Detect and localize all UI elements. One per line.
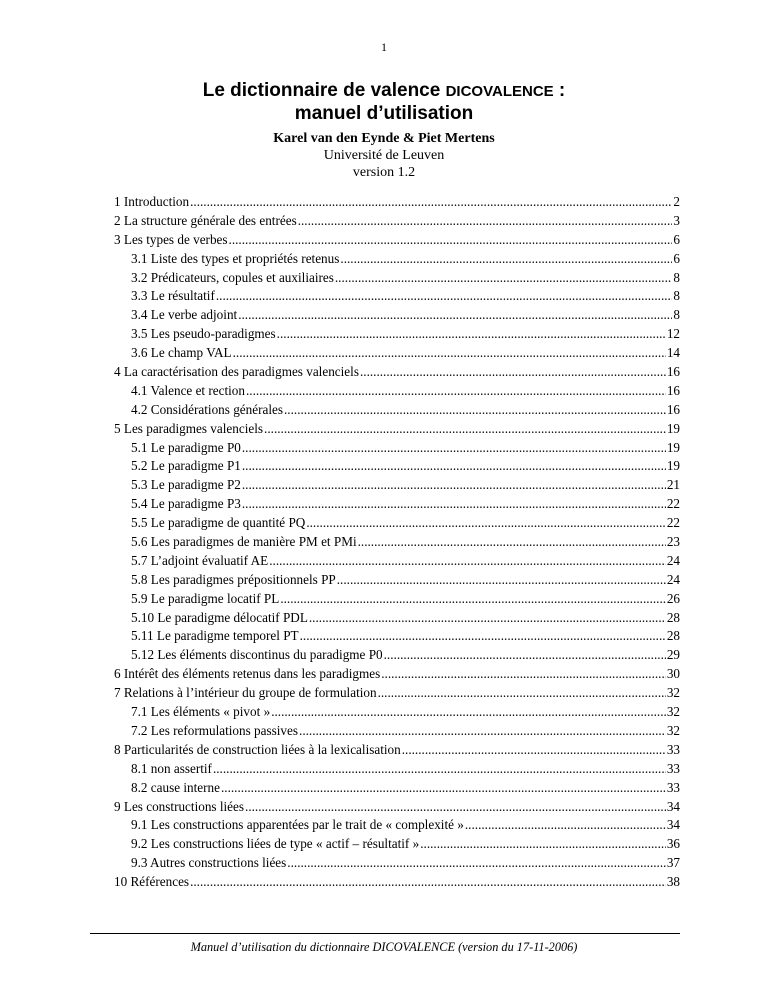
toc-entry[interactable] bbox=[114, 798, 680, 817]
toc-entry[interactable] bbox=[114, 627, 680, 646]
toc-entry-label: 5 Les paradigmes valenciels bbox=[114, 420, 264, 436]
document-subtitle: manuel d’utilisation bbox=[294, 103, 474, 124]
toc-entry-label: 3.6 Le champ VAL bbox=[131, 345, 232, 361]
footer-divider bbox=[90, 933, 680, 934]
toc-entry-label: 5.3 Le paradigme P2 bbox=[131, 477, 241, 493]
authors: Karel van den Eynde & Piet Mertens bbox=[273, 131, 495, 146]
toc-entry[interactable] bbox=[114, 306, 680, 325]
toc-entry-label: 5.2 Le paradigme P1 bbox=[131, 458, 241, 474]
page-number: 1 bbox=[381, 40, 387, 54]
table-of-contents bbox=[114, 193, 680, 892]
affiliation: Université de Leuven bbox=[323, 148, 445, 163]
toc-entry-label: 7.1 Les éléments « pivot » bbox=[131, 704, 271, 720]
toc-leader-dots bbox=[245, 798, 666, 817]
toc-entry-label: 3 Les types de verbes bbox=[114, 231, 228, 247]
toc-leader-dots bbox=[309, 609, 666, 628]
toc-entry[interactable] bbox=[114, 665, 680, 684]
toc-entry-page: 22 bbox=[666, 515, 680, 531]
toc-leader-dots bbox=[280, 590, 666, 609]
toc-entry-label: 1 Introduction bbox=[114, 194, 190, 209]
toc-entry-label: 5.8 Les paradigmes prépositionnels PP bbox=[131, 571, 336, 587]
toc-leader-dots bbox=[233, 344, 666, 363]
toc-entry-page: 32 bbox=[666, 722, 680, 738]
toc-leader-dots bbox=[229, 231, 673, 250]
toc-leader-dots bbox=[420, 835, 666, 854]
toc-entry[interactable] bbox=[114, 741, 680, 760]
toc-entry[interactable] bbox=[114, 873, 680, 892]
title-part-1: Le dictionnaire de valence bbox=[202, 80, 446, 101]
toc-entry[interactable] bbox=[114, 835, 680, 854]
toc-entry-page: 26 bbox=[666, 590, 680, 606]
document-title bbox=[0, 80, 768, 103]
toc-entry-page: 29 bbox=[666, 647, 680, 663]
toc-entry-page: 8 bbox=[673, 288, 680, 304]
toc-entry[interactable] bbox=[114, 590, 680, 609]
toc-leader-dots bbox=[299, 722, 666, 741]
toc-entry-label: 2 La structure générale des entrées bbox=[114, 212, 297, 228]
toc-entry-page: 24 bbox=[666, 571, 680, 587]
toc-entry[interactable] bbox=[114, 703, 680, 722]
toc-leader-dots bbox=[238, 306, 672, 325]
toc-entry[interactable] bbox=[114, 779, 680, 798]
toc-entry-page: 28 bbox=[666, 609, 680, 625]
toc-entry-page: 6 bbox=[673, 250, 680, 266]
toc-entry-label: 8.2 cause interne bbox=[131, 779, 220, 795]
toc-entry-label: 10 Références bbox=[114, 874, 190, 890]
toc-leader-dots bbox=[384, 646, 666, 665]
toc-entry-page: 33 bbox=[666, 779, 680, 795]
toc-entry-label: 9 Les constructions liées bbox=[114, 798, 245, 814]
toc-leader-dots bbox=[271, 703, 666, 722]
toc-entry[interactable] bbox=[114, 760, 680, 779]
toc-entry[interactable] bbox=[114, 533, 680, 552]
toc-leader-dots bbox=[264, 420, 666, 439]
toc-entry[interactable] bbox=[114, 571, 680, 590]
toc-leader-dots bbox=[402, 741, 666, 760]
toc-entry[interactable] bbox=[114, 552, 680, 571]
page-footer: Manuel d’utilisation du dictionnaire DICOVALENCE (version du 17-11-2006) bbox=[190, 940, 578, 954]
toc-leader-dots bbox=[378, 684, 666, 703]
toc-entry-page: 32 bbox=[666, 685, 680, 701]
toc-entry-label: 6 Intérêt des éléments retenus dans les paradigmes bbox=[114, 666, 381, 682]
toc-entry-page: 32 bbox=[666, 704, 680, 720]
toc-entry-page: 28 bbox=[666, 628, 680, 644]
version: version 1.2 bbox=[352, 165, 416, 180]
toc-entry-label: 5.6 Les paradigmes de manière PM et PMi bbox=[131, 534, 357, 550]
toc-entry-label: 5.11 Le paradigme temporel PT bbox=[131, 628, 299, 644]
toc-entry-page: 19 bbox=[666, 439, 680, 455]
toc-leader-dots bbox=[287, 854, 666, 873]
toc-entry-page: 34 bbox=[666, 817, 680, 833]
toc-leader-dots bbox=[190, 873, 666, 892]
toc-entry[interactable] bbox=[114, 439, 680, 458]
toc-entry-page: 33 bbox=[666, 741, 680, 757]
toc-leader-dots bbox=[300, 627, 666, 646]
toc-entry[interactable] bbox=[114, 816, 680, 835]
toc-entry-page: 37 bbox=[666, 855, 680, 871]
toc-entry-label: 3.1 Liste des types et propriétés retenus bbox=[131, 250, 340, 266]
toc-entry-label: 4.1 Valence et rection bbox=[131, 382, 245, 398]
toc-entry-label: 3.4 Le verbe adjoint bbox=[131, 307, 238, 323]
toc-entry-label: 3.5 Les pseudo-paradigmes bbox=[131, 326, 276, 342]
toc-entry[interactable] bbox=[114, 325, 680, 344]
toc-entry-page: 33 bbox=[666, 760, 680, 776]
toc-leader-dots bbox=[465, 816, 666, 835]
toc-entry-label: 5.10 Le paradigme délocatif PDL bbox=[131, 609, 308, 625]
toc-leader-dots bbox=[221, 779, 666, 798]
toc-entry[interactable] bbox=[114, 344, 680, 363]
toc-entry[interactable] bbox=[114, 722, 680, 741]
toc-leader-dots bbox=[242, 439, 666, 458]
toc-entry-page: 3 bbox=[673, 212, 680, 228]
toc-entry-label: 9.2 Les constructions liées de type « actif – résultatif » bbox=[131, 836, 420, 852]
toc-entry-label: 5.1 Le paradigme P0 bbox=[131, 439, 241, 455]
toc-entry-page: 38 bbox=[666, 874, 680, 890]
toc-entry[interactable] bbox=[114, 269, 680, 288]
toc-entry[interactable] bbox=[114, 420, 680, 439]
toc-entry[interactable] bbox=[114, 609, 680, 628]
toc-leader-dots bbox=[242, 476, 666, 495]
toc-entry[interactable] bbox=[114, 401, 680, 420]
toc-entry-page: 34 bbox=[666, 798, 680, 814]
toc-entry-page: 6 bbox=[673, 231, 680, 247]
toc-entry[interactable] bbox=[114, 684, 680, 703]
toc-leader-dots bbox=[360, 363, 666, 382]
toc-leader-dots bbox=[298, 212, 673, 231]
toc-entry-label: 7 Relations à l’intérieur du groupe de formulation bbox=[114, 685, 377, 701]
toc-leader-dots bbox=[306, 514, 665, 533]
toc-leader-dots bbox=[277, 325, 666, 344]
toc-leader-dots bbox=[381, 665, 666, 684]
toc-entry-page: 21 bbox=[666, 477, 680, 493]
toc-entry[interactable] bbox=[114, 382, 680, 401]
toc-entry[interactable] bbox=[114, 231, 680, 250]
toc-entry-page: 19 bbox=[666, 420, 680, 436]
toc-leader-dots bbox=[190, 193, 672, 212]
title-part-3: : bbox=[553, 80, 566, 101]
toc-entry-label: 8.1 non assertif bbox=[131, 760, 212, 776]
toc-entry-page: 14 bbox=[666, 345, 680, 361]
toc-entry-label: 3.3 Le résultatif bbox=[131, 288, 215, 304]
toc-leader-dots bbox=[242, 495, 666, 514]
toc-entry-page: 22 bbox=[666, 496, 680, 512]
toc-entry-label: 5.5 Le paradigme de quantité PQ bbox=[131, 515, 306, 531]
toc-entry-label: 5.12 Les éléments discontinus du paradigme P0 bbox=[131, 647, 383, 663]
toc-entry-label: 4 La caractérisation des paradigmes valenciels bbox=[114, 364, 359, 380]
toc-entry-page: 36 bbox=[666, 836, 680, 852]
toc-entry-label: 5.9 Le paradigme locatif PL bbox=[131, 590, 280, 606]
toc-entry[interactable] bbox=[114, 363, 680, 382]
toc-leader-dots bbox=[337, 571, 666, 590]
toc-entry[interactable] bbox=[114, 250, 680, 269]
toc-entry-page: 12 bbox=[666, 326, 680, 342]
toc-leader-dots bbox=[335, 269, 673, 288]
toc-entry[interactable] bbox=[114, 646, 680, 665]
toc-entry-label: 4.2 Considérations générales bbox=[131, 401, 283, 417]
toc-entry-label: 7.2 Les reformulations passives bbox=[131, 722, 299, 738]
title-block bbox=[0, 80, 768, 181]
title-dicovalence: DICOVALENCE bbox=[445, 83, 554, 100]
toc-entry-label: 5.7 L’adjoint évaluatif AE bbox=[131, 552, 269, 568]
toc-leader-dots bbox=[242, 457, 666, 476]
toc-leader-dots bbox=[340, 250, 672, 269]
toc-leader-dots bbox=[216, 287, 673, 306]
toc-entry-page: 30 bbox=[666, 666, 680, 682]
toc-entry-page: 24 bbox=[666, 552, 680, 568]
toc-entry-label: 5.4 Le paradigme P3 bbox=[131, 496, 241, 512]
toc-entry-label: 9.3 Autres constructions liées bbox=[131, 855, 287, 871]
toc-entry[interactable] bbox=[114, 854, 680, 873]
toc-entry[interactable] bbox=[114, 495, 680, 514]
toc-entry-label: 3.2 Prédicateurs, copules et auxiliaires bbox=[131, 269, 334, 285]
toc-entry[interactable] bbox=[114, 212, 680, 231]
toc-leader-dots bbox=[284, 401, 666, 420]
toc-entry-label: 8 Particularités de construction liées à la lexicalisation bbox=[114, 741, 401, 757]
toc-entry-page: 19 bbox=[666, 458, 680, 474]
toc-entry[interactable] bbox=[114, 287, 680, 306]
toc-entry-page: 16 bbox=[666, 401, 680, 417]
toc-entry[interactable] bbox=[114, 193, 680, 212]
toc-leader-dots bbox=[269, 552, 666, 571]
toc-entry-page: 8 bbox=[673, 269, 680, 285]
toc-entry[interactable] bbox=[114, 514, 680, 533]
toc-entry-page: 23 bbox=[666, 534, 680, 550]
toc-entry-page: 2 bbox=[673, 194, 680, 209]
toc-leader-dots bbox=[246, 382, 666, 401]
toc-entry-page: 16 bbox=[666, 382, 680, 398]
toc-entry-page: 8 bbox=[673, 307, 680, 323]
toc-leader-dots bbox=[358, 533, 666, 552]
toc-entry-page: 16 bbox=[666, 364, 680, 380]
toc-entry[interactable] bbox=[114, 457, 680, 476]
toc-entry-label: 9.1 Les constructions apparentées par le trait de « complexité » bbox=[131, 817, 464, 833]
toc-entry[interactable] bbox=[114, 476, 680, 495]
toc-leader-dots bbox=[213, 760, 666, 779]
